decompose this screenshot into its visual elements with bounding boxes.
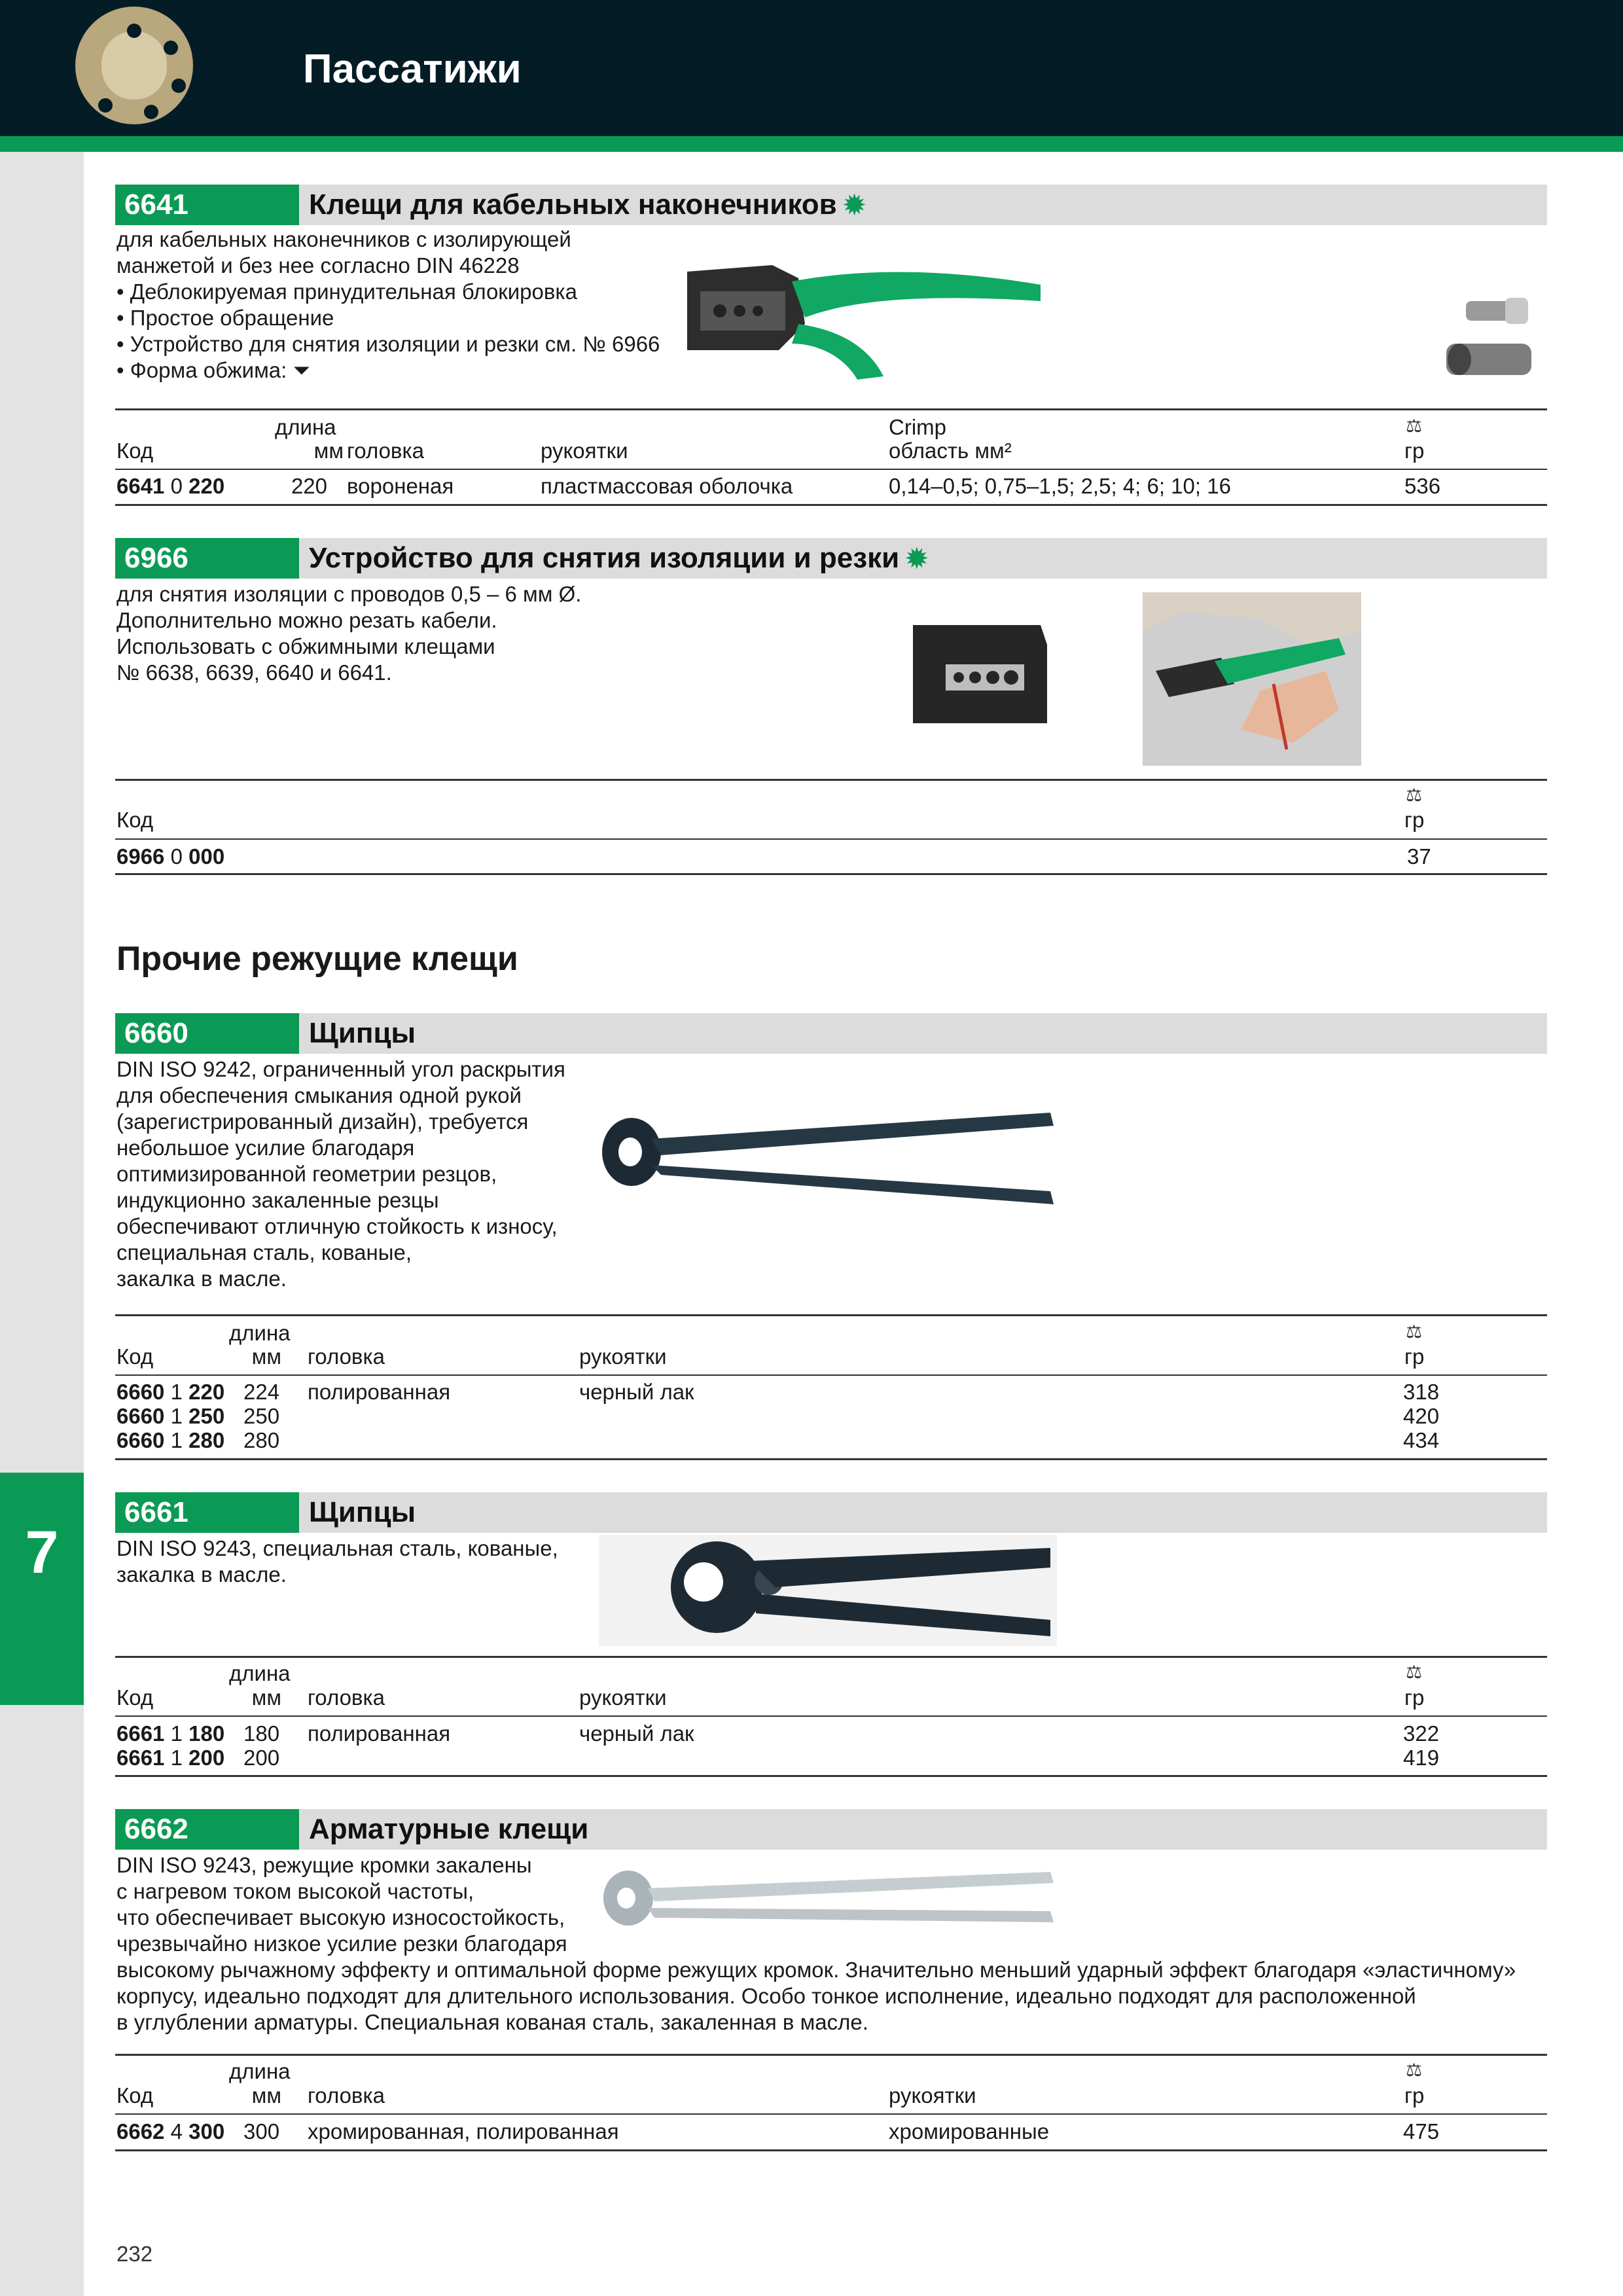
row-weight: 37 (1407, 844, 1431, 869)
row-length: 220 (291, 474, 327, 498)
gear-logo-notch (144, 105, 158, 119)
sunburst-icon: ✹ (906, 545, 928, 573)
col-header-code: Код (116, 808, 154, 832)
crimping-pliers-image (674, 252, 1054, 383)
row-code: 6966 0 000 (116, 844, 225, 869)
table-top-rule (115, 779, 1547, 781)
col-header-crimp: Crimp (889, 415, 946, 439)
section-title: Щипцы (309, 1496, 416, 1528)
row-length: 300 (243, 2119, 280, 2144)
gear-logo-inner (101, 31, 167, 99)
description-6660: DIN ISO 9242, ограниченный угол раскрытия для обеспечения смыкания одной рукой (зарегистрированный дизайн), требуется небольшое усилие благодаря оптимизированной геометрии резцов, индукционно закаленные резцы обеспечивают отличную стойкость к износу, специальная сталь, кованые, закалка в масле. (116, 1057, 565, 1291)
section-title: Щипцы (309, 1017, 416, 1049)
table-header-rule (115, 1374, 1547, 1376)
row-handles: хромированные (889, 2119, 1050, 2144)
row-weight: 434 (1403, 1428, 1440, 1452)
col-header-mm: мм (251, 2083, 281, 2108)
section-code: 6966 (115, 538, 299, 579)
table-header-rule (115, 838, 1547, 840)
stripper-in-use-photo (1143, 592, 1361, 766)
section-header-6966 (115, 538, 1547, 579)
table-top-rule (115, 2054, 1547, 2056)
table-header-rule (115, 1715, 1547, 1717)
page-header (0, 0, 1623, 136)
scale-icon: ⚖ (1406, 416, 1423, 436)
row-weight: 419 (1403, 1746, 1440, 1770)
cable-ferrule-image (1440, 288, 1544, 386)
section-header-6662 (115, 1809, 1547, 1850)
col-header-head: головка (308, 2083, 385, 2108)
row-head: хромированная, полированная (308, 2119, 619, 2144)
col-header-code: Код (116, 439, 154, 463)
section-code: 6661 (115, 1492, 299, 1533)
col-header-weight: гр (1404, 2083, 1425, 2108)
scale-icon: ⚖ (1406, 2060, 1423, 2080)
table-top-rule (115, 1314, 1547, 1316)
col-header-code: Код (116, 1344, 154, 1369)
header-green-stripe (0, 136, 1623, 152)
table-bottom-rule (115, 873, 1547, 875)
subheading: Прочие режущие клещи (116, 940, 518, 978)
col-header-weight: гр (1404, 439, 1425, 463)
table-row: 6662 4 300 (116, 2119, 225, 2144)
col-header-mm: мм (251, 1344, 281, 1369)
row-handles: пластмассовая оболочка (541, 474, 793, 498)
row-weight: 475 (1403, 2119, 1440, 2144)
chapter-tab (0, 1473, 84, 1705)
section-title: Устройство для снятия изоляции и резки ✹ (309, 542, 928, 574)
section-code: 6660 (115, 1013, 299, 1054)
table-row: 6660 1 250 (116, 1404, 225, 1428)
col-header-code: Код (116, 2083, 154, 2108)
description-6641: для кабельных наконечников с изолирующей манжетой и без нее согласно DIN 46228 • Деблокируемая принудительная блокировка • Простое обращение • Устройство для снятия изоляции и резки см. № 6966 • Форма обжима: ⏷ (116, 227, 660, 382)
left-sidebar (0, 0, 84, 2296)
row-crimp-area: 0,14–0,5; 0,75–1,5; 2,5; 4; 6; 10; 16 (889, 474, 1231, 498)
col-header-handles: рукоятки (579, 1344, 667, 1369)
description-6966: для снятия изоляции с проводов 0,5 – 6 мм Ø. Дополнительно можно резать кабели. Использовать с обжимными клещами № 6638, 6639, 6640 и 6641. (116, 582, 582, 685)
scale-icon: ⚖ (1406, 1321, 1423, 1342)
row-length: 224 (243, 1380, 280, 1404)
section-code: 6641 (115, 185, 299, 225)
col-header-length: длина (229, 1321, 291, 1345)
section-header-6661 (115, 1492, 1547, 1533)
table-row: 6660 1 220 (116, 1380, 225, 1404)
col-header-head: головка (308, 1344, 385, 1369)
table-top-rule (115, 1656, 1547, 1658)
col-header-mm: мм (251, 1685, 281, 1710)
gear-logo-notch (171, 79, 186, 93)
table-top-rule (115, 408, 1547, 410)
row-weight: 420 (1403, 1404, 1440, 1428)
section-header-6660 (115, 1013, 1547, 1054)
table-bottom-rule (115, 1458, 1547, 1460)
col-header-weight: гр (1404, 808, 1425, 832)
section-title: Клещи для кабельных наконечников ✹ (309, 188, 866, 221)
section-code: 6662 (115, 1809, 299, 1850)
row-length: 180 (243, 1721, 280, 1746)
col-header-handles: рукоятки (889, 2083, 976, 2108)
row-length: 280 (243, 1428, 280, 1452)
table-row: 6661 1 180 (116, 1721, 225, 1746)
chapter-number: 7 (25, 1519, 59, 1586)
gear-logo-notch (164, 41, 178, 55)
scale-icon: ⚖ (1406, 1662, 1423, 1682)
col-header-length: длина (229, 1661, 291, 1685)
row-handles: черный лак (579, 1380, 694, 1404)
row-handles: черный лак (579, 1721, 694, 1746)
row-weight: 536 (1404, 474, 1441, 498)
col-header-weight: гр (1404, 1685, 1425, 1710)
row-length: 200 (243, 1746, 280, 1770)
row-head: вороненая (347, 474, 454, 498)
col-header-code: Код (116, 1685, 154, 1710)
row-length: 250 (243, 1404, 280, 1428)
row-weight: 318 (1403, 1380, 1440, 1404)
end-cutting-pliers-image (599, 1535, 1057, 1646)
col-header-weight: гр (1404, 1344, 1425, 1369)
page-title: Пассатижи (303, 46, 522, 92)
table-row: 6661 1 200 (116, 1746, 225, 1770)
table-header-rule (115, 469, 1547, 470)
col-header-length: длина (275, 415, 336, 439)
description-6662: DIN ISO 9243, режущие кромки закалены с нагревом током высокой частоты, что обеспечивает высокую износостойкость, чрезвычайно низкое усилие резки благодаря высокому рычажному эффекту и оптимальной форме режущих кромок. Значительно меньший ударный эффект благодаря «эластичному» корпусу, идеально подходят для длительного использования. Особо тонкое исполнение, идеально подходят для расположенной в углублении арматуры. Специальная кованая сталь, закаленная в масле. (116, 1853, 1516, 2034)
section-title: Арматурные клещи (309, 1813, 589, 1845)
table-bottom-rule (115, 2149, 1547, 2151)
gear-logo-notch (98, 98, 113, 113)
row-weight: 322 (1403, 1721, 1440, 1746)
page-number: 232 (116, 2242, 153, 2266)
col-header-crimp-area: область мм² (889, 439, 1012, 463)
col-header-head: головка (347, 439, 424, 463)
table-bottom-rule (115, 504, 1547, 506)
rebar-tying-pliers-image (599, 1862, 1057, 1934)
col-header-mm: мм (313, 439, 344, 463)
table-bottom-rule (115, 1775, 1547, 1777)
col-header-handles: рукоятки (579, 1685, 667, 1710)
description-6661: DIN ISO 9243, специальная сталь, кованые, закалка в масле. (116, 1536, 558, 1587)
scale-icon: ⚖ (1406, 785, 1423, 805)
gear-logo-notch (127, 24, 141, 38)
stripper-tool-image (906, 619, 1054, 730)
row-head: полированная (308, 1721, 451, 1746)
end-cutting-pliers-image (599, 1100, 1057, 1211)
section-header-6641 (115, 185, 1547, 225)
col-header-head: головка (308, 1685, 385, 1710)
sunburst-icon: ✹ (843, 191, 866, 220)
table-row: 6660 1 280 (116, 1428, 225, 1452)
col-header-length: длина (229, 2059, 291, 2083)
col-header-handles: рукоятки (541, 439, 628, 463)
row-code: 6641 0 220 (116, 474, 225, 498)
table-header-rule (115, 2113, 1547, 2115)
row-head: полированная (308, 1380, 451, 1404)
